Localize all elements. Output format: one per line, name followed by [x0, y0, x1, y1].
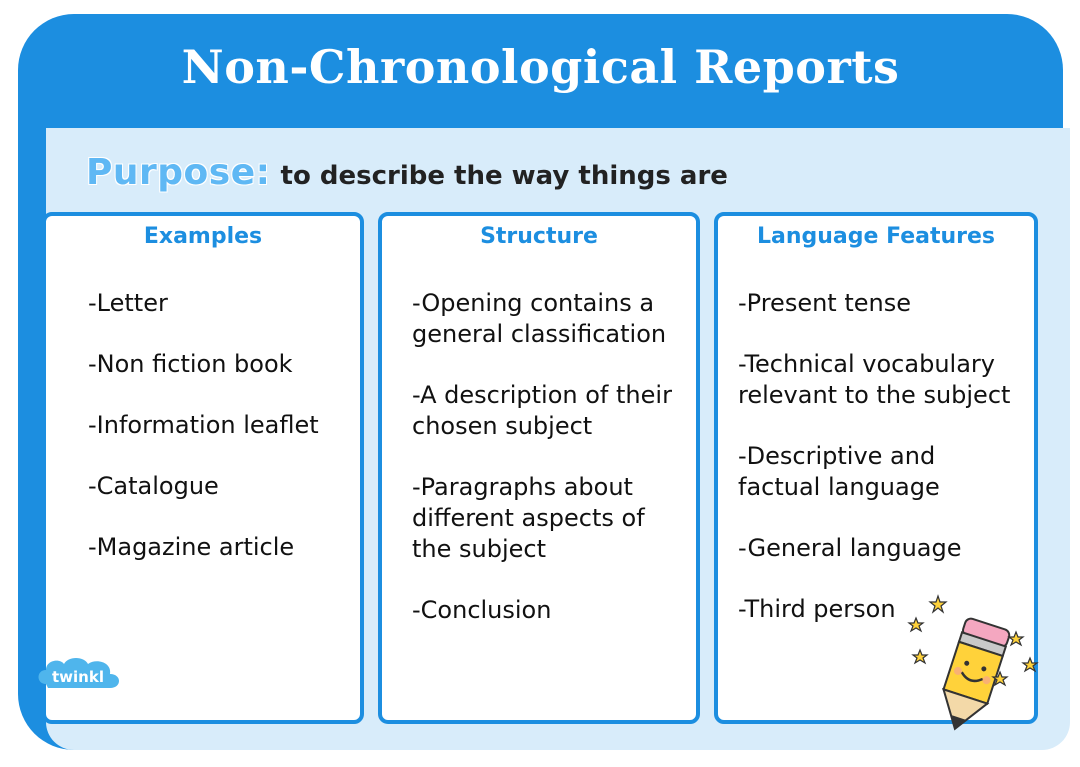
pencil-mascot-icon [900, 592, 1050, 742]
purpose-label: Purpose: [86, 152, 271, 193]
logo-text: twinkl [52, 668, 104, 686]
list-item: -A description of their chosen subject [412, 381, 672, 440]
list-item: -Information leaflet [88, 411, 319, 439]
list-item: -Paragraphs about different aspects of the subject [412, 473, 645, 563]
language-features-heading: Language Features [756, 224, 996, 249]
list-item: -Third person [738, 595, 896, 623]
page-title: Non-Chronological Reports [181, 40, 900, 94]
purpose-text: to describe the way things are [280, 161, 728, 191]
list-item: -Catalogue [88, 472, 219, 500]
list-item: -Letter [88, 289, 168, 317]
list-item: -Magazine article [88, 533, 295, 561]
twinkl-logo [34, 650, 124, 698]
list-item: -Present tense [738, 289, 911, 317]
list-item: -Technical vocabulary relevant to the subject [738, 350, 1011, 409]
list-item: -General language [738, 534, 962, 562]
list-item: -Conclusion [412, 596, 552, 624]
examples-list [88, 288, 348, 593]
structure-heading: Structure [480, 224, 598, 249]
structure-card [378, 212, 700, 724]
examples-card [42, 212, 364, 724]
list-item: -Non fiction book [88, 350, 293, 378]
structure-list [412, 288, 684, 656]
list-item: -Descriptive and factual language [738, 442, 940, 501]
purpose-line [86, 152, 728, 193]
examples-heading: Examples [143, 224, 263, 249]
list-item: -Opening contains a general classification [412, 289, 667, 348]
